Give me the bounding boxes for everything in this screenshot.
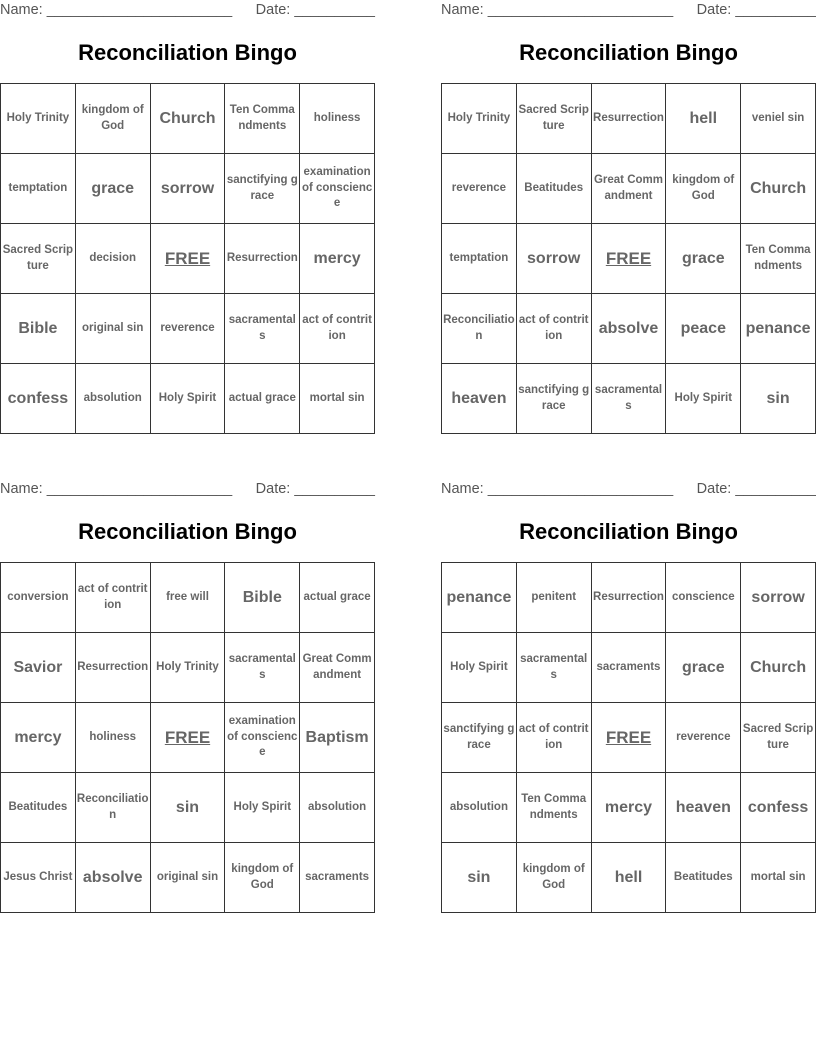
bingo-cell: sanctifying grace: [225, 154, 300, 224]
bingo-cell: Reconciliation: [442, 294, 517, 364]
bingo-cell: kingdom of God: [75, 84, 150, 154]
bingo-cell: free will: [150, 563, 225, 633]
bingo-cell: actual grace: [225, 364, 300, 434]
free-space: FREE: [591, 224, 666, 294]
bingo-row: [442, 563, 816, 633]
bingo-cell: Great Commandment: [300, 633, 375, 703]
bingo-cell: Ten Commandments: [741, 224, 816, 294]
bingo-grid: [0, 562, 375, 913]
bingo-row: [1, 364, 375, 434]
bingo-cell: grace: [666, 633, 741, 703]
bingo-card-1: [0, 0, 375, 407]
bingo-cell: peace: [666, 294, 741, 364]
bingo-cell: penance: [442, 563, 517, 633]
bingo-cell: Sacred Scripture: [516, 84, 591, 154]
bingo-cell: sacramentals: [225, 633, 300, 703]
bingo-grid: [441, 83, 816, 434]
bingo-cell: mortal sin: [741, 843, 816, 913]
bingo-cell: mortal sin: [300, 364, 375, 434]
bingo-cell: grace: [666, 224, 741, 294]
free-space: FREE: [150, 703, 225, 773]
bingo-cell: reverence: [150, 294, 225, 364]
bingo-cell: Holy Spirit: [225, 773, 300, 843]
bingo-cell: Ten Commandments: [516, 773, 591, 843]
bingo-cell: Church: [741, 154, 816, 224]
bingo-cell: examination of conscience: [225, 703, 300, 773]
bingo-cell: kingdom of God: [225, 843, 300, 913]
bingo-cell: reverence: [666, 703, 741, 773]
bingo-cell: Reconciliation: [75, 773, 150, 843]
bingo-cell: Church: [741, 633, 816, 703]
bingo-cell: conscience: [666, 563, 741, 633]
bingo-cell: Bible: [1, 294, 76, 364]
bingo-cell: absolution: [300, 773, 375, 843]
bingo-cell: sacramentals: [591, 364, 666, 434]
bingo-row: [1, 633, 375, 703]
bingo-cell: sacramentals: [225, 294, 300, 364]
date-field: Date: __________: [696, 2, 816, 18]
bingo-cell: kingdom of God: [516, 843, 591, 913]
bingo-cell: act of contrition: [516, 703, 591, 773]
bingo-cell: absolve: [591, 294, 666, 364]
free-space: FREE: [150, 224, 225, 294]
bingo-cell: Holy Spirit: [442, 633, 517, 703]
bingo-row: [442, 84, 816, 154]
bingo-card-2: [441, 0, 816, 412]
bingo-cell: sanctifying grace: [442, 703, 517, 773]
bingo-card-3: [0, 479, 375, 891]
bingo-cell: act of contrition: [516, 294, 591, 364]
bingo-cell: Bible: [225, 563, 300, 633]
name-field: Name: _______________________: [0, 481, 233, 497]
bingo-row: [442, 294, 816, 364]
bingo-cell: veniel sin: [741, 84, 816, 154]
bingo-cell: grace: [75, 154, 150, 224]
bingo-cell: heaven: [666, 773, 741, 843]
bingo-cell: Great Commandment: [591, 154, 666, 224]
bingo-cell: penitent: [516, 563, 591, 633]
bingo-row: [442, 773, 816, 843]
date-field: Date: __________: [696, 481, 816, 497]
card-title: Reconciliation Bingo: [78, 519, 297, 544]
bingo-row: [1, 224, 375, 294]
card-title: Reconciliation Bingo: [78, 40, 297, 65]
bingo-row: [442, 224, 816, 294]
bingo-cell: sorrow: [516, 224, 591, 294]
name-field: Name: _______________________: [0, 2, 233, 18]
bingo-cell: confess: [741, 773, 816, 843]
name-field: Name: _______________________: [441, 481, 674, 497]
bingo-cell: temptation: [1, 154, 76, 224]
bingo-cell: absolution: [442, 773, 517, 843]
bingo-card-4: [441, 479, 816, 891]
bingo-row: [1, 773, 375, 843]
bingo-cell: reverence: [442, 154, 517, 224]
bingo-cell: temptation: [442, 224, 517, 294]
bingo-cell: confess: [1, 364, 76, 434]
bingo-cell: sin: [150, 773, 225, 843]
bingo-cell: mercy: [1, 703, 76, 773]
bingo-cell: Savior: [1, 633, 76, 703]
bingo-cell: Sacred Scripture: [741, 703, 816, 773]
bingo-cell: Holy Trinity: [150, 633, 225, 703]
bingo-row: [442, 633, 816, 703]
bingo-cell: sin: [442, 843, 517, 913]
bingo-cell: act of contrition: [75, 563, 150, 633]
bingo-cell: Beatitudes: [516, 154, 591, 224]
bingo-cell: Beatitudes: [666, 843, 741, 913]
bingo-cell: kingdom of God: [666, 154, 741, 224]
bingo-cell: Sacred Scripture: [1, 224, 76, 294]
bingo-cell: Resurrection: [591, 563, 666, 633]
bingo-cell: decision: [75, 224, 150, 294]
bingo-row: [1, 703, 375, 773]
bingo-cell: Holy Trinity: [442, 84, 517, 154]
bingo-cell: penance: [741, 294, 816, 364]
bingo-cell: sorrow: [150, 154, 225, 224]
bingo-cell: absolve: [75, 843, 150, 913]
bingo-cell: mercy: [591, 773, 666, 843]
bingo-cell: absolution: [75, 364, 150, 434]
bingo-row: [1, 154, 375, 224]
bingo-cell: examination of conscience: [300, 154, 375, 224]
bingo-cell: hell: [591, 843, 666, 913]
bingo-row: [1, 294, 375, 364]
bingo-cell: sanctifying grace: [516, 364, 591, 434]
bingo-cell: conversion: [1, 563, 76, 633]
bingo-cell: holiness: [300, 84, 375, 154]
date-field: Date: __________: [255, 481, 375, 497]
bingo-cell: Ten Commandments: [225, 84, 300, 154]
bingo-cell: original sin: [75, 294, 150, 364]
bingo-cell: Holy Spirit: [150, 364, 225, 434]
name-field: Name: _______________________: [441, 2, 674, 18]
bingo-cell: Resurrection: [225, 224, 300, 294]
bingo-cell: sorrow: [741, 563, 816, 633]
bingo-cell: Holy Trinity: [1, 84, 76, 154]
bingo-cell: sin: [741, 364, 816, 434]
bingo-cell: Church: [150, 84, 225, 154]
bingo-cell: Resurrection: [591, 84, 666, 154]
bingo-cell: Jesus Christ: [1, 843, 76, 913]
bingo-cell: actual grace: [300, 563, 375, 633]
bingo-row: [442, 364, 816, 434]
bingo-cell: original sin: [150, 843, 225, 913]
bingo-grid: [441, 562, 816, 913]
bingo-cell: Holy Spirit: [666, 364, 741, 434]
bingo-row: [1, 84, 375, 154]
bingo-cell: sacramentals: [516, 633, 591, 703]
bingo-cell: act of contrition: [300, 294, 375, 364]
bingo-cell: holiness: [75, 703, 150, 773]
card-title: Reconciliation Bingo: [519, 40, 738, 65]
bingo-cell: heaven: [442, 364, 517, 434]
free-space: FREE: [591, 703, 666, 773]
bingo-row: [442, 703, 816, 773]
bingo-row: [1, 563, 375, 633]
bingo-cell: sacraments: [591, 633, 666, 703]
bingo-cell: sacraments: [300, 843, 375, 913]
bingo-row: [442, 154, 816, 224]
bingo-cell: Resurrection: [75, 633, 150, 703]
bingo-cell: mercy: [300, 224, 375, 294]
bingo-cell: Baptism: [300, 703, 375, 773]
date-field: Date: __________: [255, 2, 375, 18]
card-title: Reconciliation Bingo: [519, 519, 738, 544]
bingo-grid: [0, 83, 375, 434]
bingo-row: [1, 843, 375, 913]
bingo-cell: Beatitudes: [1, 773, 76, 843]
bingo-cell: hell: [666, 84, 741, 154]
bingo-row: [442, 843, 816, 913]
